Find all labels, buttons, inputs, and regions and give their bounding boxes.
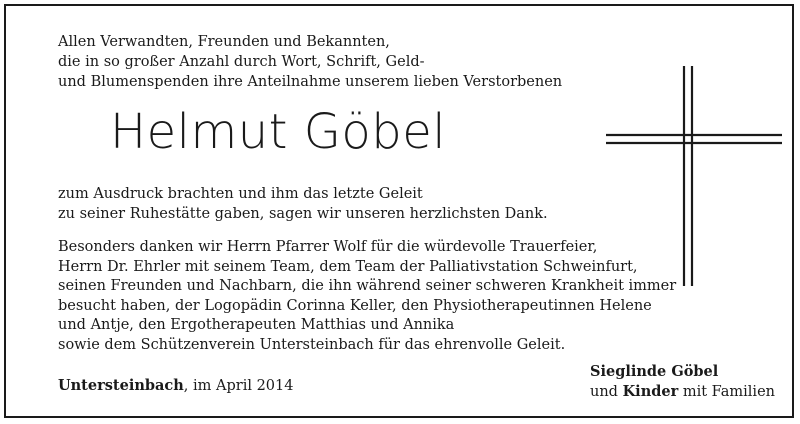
special-thanks-line: besucht haben, der Logopädin Corinna Keller, den Physiotherapeutinnen Helene xyxy=(58,297,652,314)
special-thanks-text xyxy=(58,238,676,355)
signature-line-2 xyxy=(590,382,775,402)
intro-text xyxy=(58,32,562,92)
thanks-line: zum Ausdruck brachten und ihm das letzte Geleit xyxy=(58,186,423,202)
date: , im April 2014 xyxy=(183,378,294,394)
place-date xyxy=(58,376,293,396)
intro-line: die in so großer Anzahl durch Wort, Schrift, Geld- xyxy=(58,54,425,70)
special-thanks-line: Besonders danken wir Herrn Pfarrer Wolf für die würdevolle Trauerfeier, xyxy=(58,239,598,255)
signature-children: Kinder xyxy=(622,383,679,400)
special-thanks-line: sowie dem Schützenverein Untersteinbach für das ehrenvolle Geleit. xyxy=(58,336,566,353)
obituary-card xyxy=(4,4,794,418)
special-thanks-line: und Antje, den Ergotherapeuten Matthias und Annika xyxy=(58,317,455,333)
signature-line-1 xyxy=(590,362,775,382)
signature xyxy=(590,362,775,402)
cross-icon xyxy=(606,66,786,286)
signature-prefix: und xyxy=(590,384,623,400)
intro-line: und Blumenspenden ihre Anteilnahme unserem lieben Verstorbenen xyxy=(58,74,563,90)
signature-name: Sieglinde Göbel xyxy=(590,363,719,380)
place: Untersteinbach xyxy=(58,377,184,394)
signature-suffix: mit Familien xyxy=(678,384,775,400)
deceased-name: Helmut Göbel xyxy=(110,104,447,160)
special-thanks-line: Herrn Dr. Ehrler mit seinem Team, dem Team der Palliativstation Schweinfurt, xyxy=(58,258,638,275)
intro-line: Allen Verwandten, Freunden und Bekannten, xyxy=(58,34,390,50)
thanks-text xyxy=(58,184,548,224)
thanks-line: zu seiner Ruhestätte gaben, sagen wir unseren herzlichsten Dank. xyxy=(58,206,548,222)
special-thanks-line: seinen Freunden und Nachbarn, die ihn während seiner schweren Krankheit immer xyxy=(58,278,677,294)
